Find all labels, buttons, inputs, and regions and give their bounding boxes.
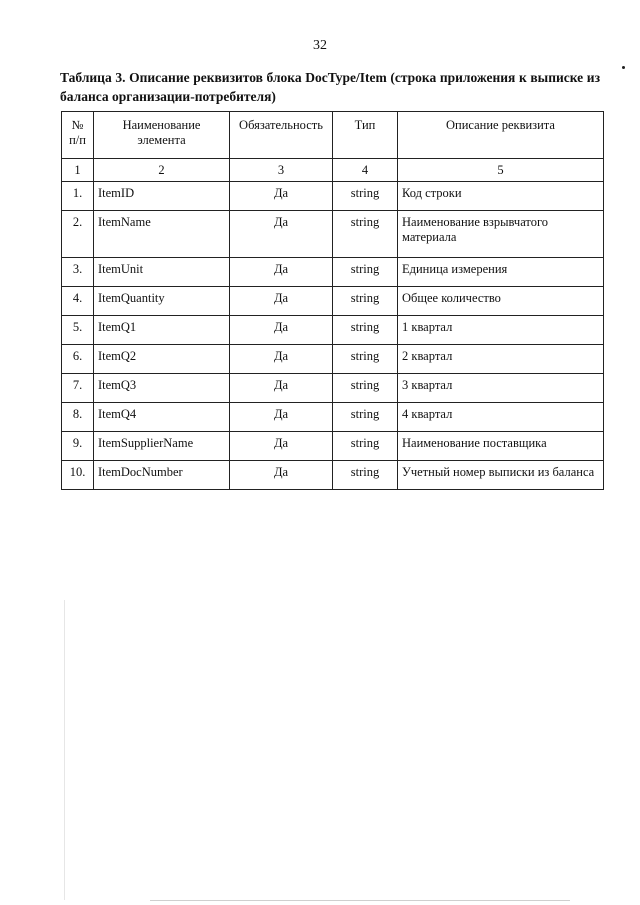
column-number: 1	[62, 159, 94, 182]
header-type: Тип	[333, 112, 398, 159]
column-number: 4	[333, 159, 398, 182]
type-value: string	[333, 432, 398, 461]
scan-margin-line	[64, 600, 65, 900]
row-number: 3.	[62, 258, 94, 287]
element-name: ItemQ4	[94, 403, 230, 432]
description-value: Общее количество	[398, 287, 604, 316]
row-number: 2.	[62, 211, 94, 258]
type-value: string	[333, 316, 398, 345]
column-number: 3	[230, 159, 333, 182]
row-number: 7.	[62, 374, 94, 403]
element-name: ItemQuantity	[94, 287, 230, 316]
row-number: 10.	[62, 461, 94, 490]
element-name: ItemQ2	[94, 345, 230, 374]
header-row	[62, 112, 604, 159]
row-number: 6.	[62, 345, 94, 374]
table-caption: Таблица 3. Описание реквизитов блока DocType/Item (строка приложения к выписке из баланса организации-потребителя)	[60, 70, 600, 104]
table-row	[62, 461, 604, 490]
required-value: Да	[230, 432, 333, 461]
scan-bottom-edge	[150, 900, 570, 901]
requisites-table	[61, 111, 604, 490]
type-value: string	[333, 374, 398, 403]
description-value: Наименование поставщика	[398, 432, 604, 461]
description-value: 1 квартал	[398, 316, 604, 345]
table-row	[62, 211, 604, 258]
table-row	[62, 287, 604, 316]
table-row	[62, 345, 604, 374]
scan-speck	[622, 66, 625, 69]
column-number: 5	[398, 159, 604, 182]
type-value: string	[333, 182, 398, 211]
row-number: 1.	[62, 182, 94, 211]
row-number: 9.	[62, 432, 94, 461]
description-value: Учетный номер выписки из баланса	[398, 461, 604, 490]
table-header	[62, 112, 604, 159]
description-value: 4 квартал	[398, 403, 604, 432]
required-value: Да	[230, 374, 333, 403]
header-name: Наименование элемента	[94, 112, 230, 159]
type-value: string	[333, 403, 398, 432]
element-name: ItemName	[94, 211, 230, 258]
element-name: ItemQ3	[94, 374, 230, 403]
type-value: string	[333, 211, 398, 258]
table-body	[62, 159, 604, 490]
table-row	[62, 403, 604, 432]
header-required: Обязательность	[230, 112, 333, 159]
table-row	[62, 182, 604, 211]
required-value: Да	[230, 316, 333, 345]
table-row	[62, 432, 604, 461]
table-row	[62, 374, 604, 403]
element-name: ItemDocNumber	[94, 461, 230, 490]
required-value: Да	[230, 345, 333, 374]
required-value: Да	[230, 461, 333, 490]
description-value: 2 квартал	[398, 345, 604, 374]
type-value: string	[333, 345, 398, 374]
description-value: Наименование взрывчатого материала	[398, 211, 604, 258]
type-value: string	[333, 258, 398, 287]
header-no: № п/п	[62, 112, 94, 159]
row-number: 8.	[62, 403, 94, 432]
required-value: Да	[230, 258, 333, 287]
required-value: Да	[230, 287, 333, 316]
table-row	[62, 316, 604, 345]
element-name: ItemSupplierName	[94, 432, 230, 461]
table-row	[62, 258, 604, 287]
type-value: string	[333, 287, 398, 316]
row-number: 4.	[62, 287, 94, 316]
page-number: 32	[313, 38, 327, 53]
element-name: ItemQ1	[94, 316, 230, 345]
description-value: Код строки	[398, 182, 604, 211]
required-value: Да	[230, 211, 333, 258]
row-number: 5.	[62, 316, 94, 345]
element-name: ItemUnit	[94, 258, 230, 287]
required-value: Да	[230, 182, 333, 211]
type-value: string	[333, 461, 398, 490]
required-value: Да	[230, 403, 333, 432]
header-description: Описание реквизита	[398, 112, 604, 159]
description-value: 3 квартал	[398, 374, 604, 403]
column-number-row	[62, 159, 604, 182]
element-name: ItemID	[94, 182, 230, 211]
description-value: Единица измерения	[398, 258, 604, 287]
column-number: 2	[94, 159, 230, 182]
